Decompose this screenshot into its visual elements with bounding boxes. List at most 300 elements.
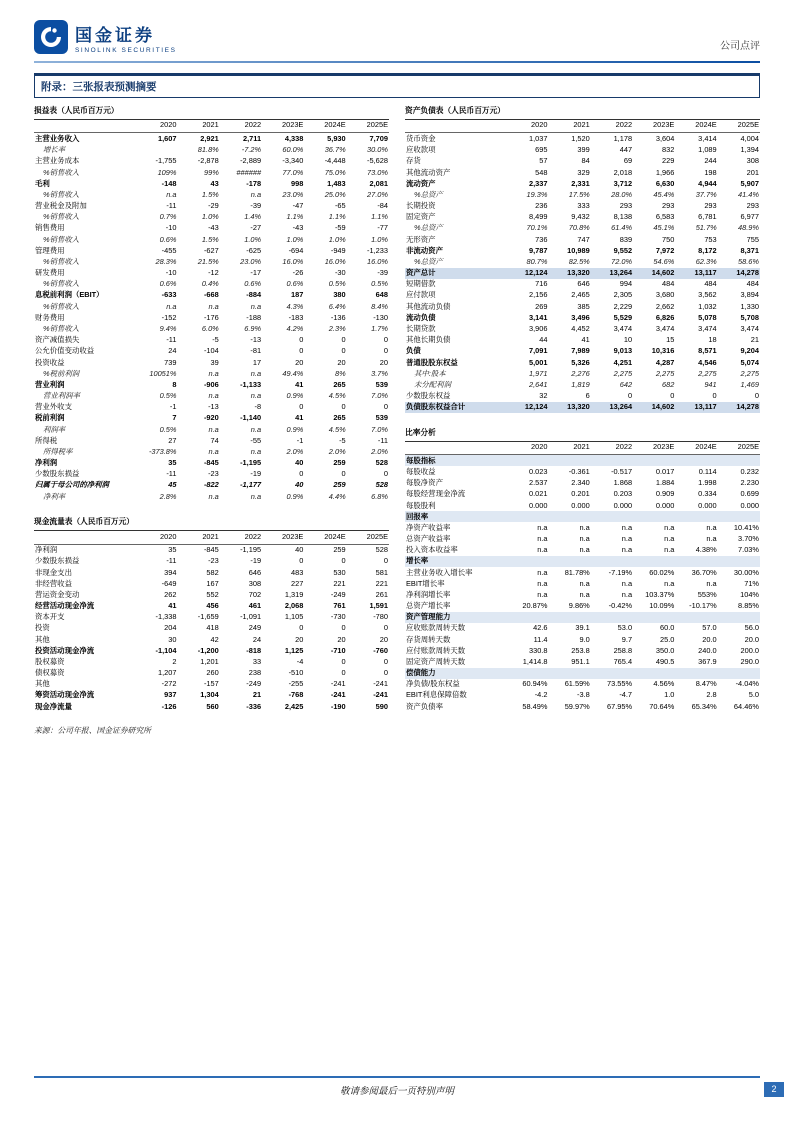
- table-row: [405, 223, 760, 234]
- cell-value: -1,195: [240, 545, 262, 555]
- table-row: [34, 212, 389, 223]
- cell-value: 4.38%: [695, 545, 717, 555]
- cell-value: 30.0%: [367, 145, 388, 155]
- cell-value: [718, 455, 760, 467]
- table-row: [405, 201, 760, 212]
- cell-value: -633: [161, 290, 177, 300]
- cell-value: 765.4: [613, 656, 633, 666]
- cell-value: -694: [288, 245, 304, 255]
- year-header: 2022: [591, 119, 633, 133]
- cell-value: -1,104: [155, 645, 177, 655]
- cell-value: 1.0: [664, 690, 675, 700]
- cell-value: 367.9: [698, 656, 717, 666]
- row-label: 应收账款周转天数: [406, 623, 466, 633]
- cell-value: 5,326: [571, 357, 590, 367]
- cell-value: 40: [295, 458, 304, 468]
- cell-value: 0: [299, 469, 304, 479]
- cell-value: 6,781: [698, 212, 717, 222]
- cell-value: 21: [750, 335, 759, 345]
- content-columns: [34, 104, 760, 736]
- cell-value: -126: [161, 701, 177, 711]
- cell-value: 0: [341, 346, 346, 356]
- cell-value: 0: [754, 391, 759, 401]
- cell-value: 8,138: [613, 212, 633, 222]
- table-row: [405, 145, 760, 156]
- sinolink-logo-icon: [34, 20, 68, 54]
- cell-value: 7: [172, 413, 177, 423]
- cell-value: n.a: [706, 578, 717, 588]
- row-label: 短期借款: [406, 279, 436, 289]
- cell-value: [548, 511, 590, 522]
- year-header: 2024E: [675, 119, 717, 133]
- table-row: [34, 145, 389, 156]
- cell-value: 1,105: [284, 612, 304, 622]
- cell-value: [633, 668, 675, 679]
- year-header: 2021: [548, 119, 590, 133]
- table-row: [405, 357, 760, 368]
- cell-value: 65.34%: [691, 701, 717, 711]
- cell-value: 23.0%: [240, 256, 262, 266]
- cell-value: 10051%: [149, 368, 177, 378]
- cell-value: 1,394: [740, 145, 759, 155]
- cell-value: 1,125: [284, 645, 304, 655]
- table-row: [34, 368, 389, 379]
- year-header: 2023E: [262, 531, 304, 545]
- table-title: 现金流量表（人民币百万元）: [34, 515, 389, 530]
- row-label: 负债: [406, 346, 421, 356]
- cell-value: 265: [333, 379, 346, 389]
- cell-value: n.a: [579, 589, 590, 599]
- cell-value: n.a: [579, 534, 590, 544]
- cell-value: 418: [206, 623, 219, 633]
- cell-value: 1,483: [327, 178, 346, 188]
- cell-value: 1.5%: [201, 189, 219, 199]
- year-header: 2020: [135, 119, 177, 133]
- cell-value: n.a: [621, 522, 633, 532]
- cell-value: 560: [206, 701, 219, 711]
- cell-value: 14,278: [736, 402, 759, 412]
- cell-value: n.a: [250, 491, 262, 501]
- brand-name-cn: 国金证券: [75, 25, 155, 45]
- cell-value: 994: [619, 279, 633, 289]
- table-row: [405, 189, 760, 200]
- table-row: [34, 301, 389, 312]
- cell-value: 0: [383, 469, 388, 479]
- cell-value: -11: [166, 556, 177, 566]
- cell-value: 41: [168, 601, 177, 611]
- page-number-badge: 2: [764, 1082, 784, 1097]
- cell-value: 258.8: [613, 645, 633, 655]
- year-header: 2025E: [718, 119, 760, 133]
- cell-value: 42.6: [533, 623, 548, 633]
- cell-value: -11: [166, 335, 177, 345]
- cell-value: 17.5%: [568, 189, 590, 199]
- cell-value: -23: [208, 469, 219, 479]
- cell-value: 3,680: [655, 290, 675, 300]
- cell-value: 16.0%: [367, 256, 388, 266]
- cell-value: 0.334: [698, 489, 717, 499]
- table-row: [405, 533, 760, 544]
- cell-value: 167: [206, 578, 219, 588]
- cell-value: [591, 612, 633, 623]
- cell-value: 1,319: [284, 589, 304, 599]
- table-row: [34, 133, 389, 145]
- table-row: [34, 656, 389, 667]
- row-label: EBIT增长率: [406, 578, 445, 588]
- cell-value: 0.000: [740, 500, 759, 510]
- cell-value: 13,264: [609, 268, 633, 278]
- cell-value: [675, 668, 717, 679]
- page-header: [34, 20, 760, 54]
- table-row: [405, 679, 760, 690]
- row-label: 流动资产: [406, 178, 436, 188]
- table-row: [405, 478, 760, 489]
- cell-value: -8: [254, 402, 262, 412]
- table-row: [405, 634, 760, 645]
- cell-value: 57.0: [702, 623, 717, 633]
- year-header: 2021: [548, 441, 590, 455]
- cell-value: [591, 668, 633, 679]
- cell-value: 333: [577, 201, 590, 211]
- year-header-row: [34, 531, 389, 545]
- cell-value: 0.017: [655, 467, 675, 476]
- cashflow-statement-section: [34, 515, 389, 712]
- cell-value: 2.340: [571, 478, 590, 488]
- cell-value: n.a: [537, 589, 548, 599]
- cell-value: 716: [535, 279, 548, 289]
- row-label: 净利率: [43, 491, 66, 501]
- cell-value: -17: [250, 268, 262, 278]
- table-row: [405, 133, 760, 145]
- row-label: 净利润: [35, 458, 58, 468]
- cell-value: [675, 511, 717, 522]
- cell-value: 265: [333, 413, 346, 423]
- cell-value: -30: [334, 268, 346, 278]
- cell-value: 4.5%: [328, 391, 346, 401]
- row-label: 净利润: [35, 545, 58, 555]
- cell-value: 260: [206, 668, 219, 678]
- row-label: 净负债/股东权益: [406, 679, 460, 689]
- row-label: 主营业务成本: [35, 156, 80, 166]
- row-label: 存货周转天数: [406, 634, 451, 644]
- row-label: 净资产收益率: [406, 522, 451, 532]
- cell-value: -148: [161, 178, 177, 188]
- row-label: 债权募资: [35, 668, 65, 678]
- cell-value: 0.000: [528, 500, 548, 510]
- table-row: [405, 545, 760, 556]
- cell-value: 0.699: [740, 489, 759, 499]
- cell-value: 528: [375, 458, 388, 468]
- cell-value: 99%: [203, 167, 219, 177]
- brand-text: [75, 21, 177, 54]
- cell-value: 81.8%: [197, 145, 219, 155]
- cell-value: 1.1%: [371, 212, 388, 222]
- cell-value: 6: [585, 391, 590, 401]
- cell-value: n.a: [250, 391, 262, 401]
- cell-value: 72.0%: [611, 256, 633, 266]
- year-header: 2020: [135, 531, 177, 545]
- table-row: [34, 457, 389, 468]
- cell-value: 53.0: [617, 623, 633, 633]
- table-row: [34, 424, 389, 435]
- cell-value: 2.537: [528, 478, 548, 488]
- cell-value: 1,032: [698, 301, 717, 311]
- cell-value: 750: [662, 234, 675, 244]
- cell-value: 6.9%: [244, 323, 262, 333]
- cell-value: 528: [375, 480, 388, 490]
- table-row: [405, 379, 760, 390]
- cell-value: [506, 455, 548, 467]
- cell-value: 4,004: [740, 134, 759, 144]
- cell-value: -4.2: [534, 690, 548, 700]
- cell-value: 9.4%: [159, 323, 177, 333]
- cell-value: 21: [252, 690, 262, 700]
- cell-value: 1.868: [613, 478, 633, 488]
- row-label: 资产减值损失: [35, 335, 80, 345]
- cell-value: [506, 668, 548, 679]
- row-label: %总资产: [414, 256, 443, 266]
- cell-value: 238: [248, 668, 262, 678]
- table-row: [405, 522, 760, 533]
- cell-value: -730: [330, 612, 346, 622]
- table-row: [34, 156, 389, 167]
- row-label: 所得税率: [43, 446, 73, 456]
- cell-value: [633, 511, 675, 522]
- table-row: [405, 256, 760, 267]
- cell-value: 695: [535, 145, 548, 155]
- cell-value: -26: [292, 268, 304, 278]
- cell-value: 7.03%: [738, 545, 759, 555]
- cell-value: 0: [383, 402, 388, 412]
- cell-value: -104: [203, 346, 219, 356]
- cell-value: 484: [704, 279, 717, 289]
- cell-value: 54.6%: [653, 256, 675, 266]
- cell-value: [548, 556, 590, 567]
- cell-value: 739: [164, 357, 177, 367]
- cell-value: 1,819: [571, 379, 590, 389]
- cell-value: 2.0%: [286, 446, 304, 456]
- cell-value: 552: [206, 589, 219, 599]
- row-label: 存货: [406, 156, 421, 166]
- cell-value: -19: [250, 469, 262, 479]
- cell-value: n.a: [664, 578, 675, 588]
- row-label: 回报率: [406, 511, 429, 521]
- cell-value: -10.17%: [689, 601, 717, 611]
- cell-value: -780: [373, 612, 388, 622]
- year-header: 2022: [591, 441, 633, 455]
- cell-value: 0: [299, 402, 304, 412]
- cell-value: 14,278: [736, 268, 759, 278]
- cell-value: n.a: [250, 301, 262, 311]
- cell-value: 45: [168, 480, 177, 490]
- cell-value: -12: [208, 268, 219, 278]
- cell-value: -0.517: [611, 467, 633, 476]
- table-row: [34, 578, 389, 589]
- table-row: [405, 268, 760, 279]
- cell-value: 61.4%: [611, 223, 633, 233]
- cell-value: -1,140: [240, 413, 262, 423]
- row-label: %销售收入: [43, 301, 80, 311]
- cell-value: 20: [379, 634, 388, 644]
- cell-value: -183: [288, 312, 304, 322]
- footer-inner: [34, 1083, 777, 1099]
- cell-value: 5,078: [698, 312, 717, 322]
- cell-value: 8,371: [740, 245, 759, 255]
- cell-value: 74: [210, 435, 219, 445]
- cell-value: 3,141: [528, 312, 548, 322]
- table-row: [405, 455, 760, 467]
- cell-value: 0: [383, 556, 388, 566]
- table-row: [34, 357, 389, 368]
- table-row: [34, 201, 389, 212]
- footer-divider: [34, 1076, 760, 1078]
- cell-value: 0.5%: [159, 391, 177, 401]
- cell-value: 2,276: [571, 368, 590, 378]
- cell-value: 4,546: [698, 357, 717, 367]
- row-label: 投资: [35, 623, 50, 633]
- cell-value: 1.7%: [371, 323, 388, 333]
- cell-value: 84: [581, 156, 590, 166]
- table-row: [405, 212, 760, 223]
- cell-value: -4: [296, 656, 304, 666]
- cell-value: 20: [337, 357, 346, 367]
- cell-value: 0.4%: [201, 279, 219, 289]
- row-label: 无形资产: [406, 234, 436, 244]
- row-label: 普通股股东权益: [406, 357, 458, 367]
- cell-value: -3,340: [282, 156, 304, 166]
- cell-value: 1.0%: [244, 234, 262, 244]
- cell-value: -884: [246, 290, 262, 300]
- table-row: [34, 268, 389, 279]
- row-label: %总资产: [414, 223, 443, 233]
- cell-value: 5,907: [740, 178, 759, 188]
- cell-value: [633, 556, 675, 567]
- row-label: 每股经营现金净流: [406, 489, 466, 499]
- cell-value: 262: [164, 589, 177, 599]
- cell-value: n.a: [166, 189, 177, 199]
- page-footer: [34, 1076, 777, 1099]
- cell-value: 8%: [334, 368, 346, 378]
- cell-value: -1: [296, 435, 304, 445]
- cell-value: 20: [379, 357, 388, 367]
- row-label: 净利润增长率: [406, 589, 451, 599]
- row-label: 每股指标: [406, 455, 436, 465]
- table-row: [405, 567, 760, 578]
- cell-value: 10.41%: [733, 522, 759, 532]
- cell-value: [633, 455, 675, 467]
- cell-value: 37.7%: [695, 189, 717, 199]
- cell-value: [548, 668, 590, 679]
- table-row: [34, 189, 389, 200]
- cell-value: n.a: [208, 301, 219, 311]
- row-label: 非流动资产: [406, 245, 443, 255]
- cell-value: -1,659: [197, 612, 219, 622]
- table-row: [34, 589, 389, 600]
- cell-value: 3.70%: [738, 534, 759, 544]
- cell-value: -5,628: [367, 156, 388, 166]
- cell-value: 4,452: [571, 323, 590, 333]
- row-label: 其他长期负债: [406, 335, 451, 345]
- year-header: 2025E: [347, 119, 389, 133]
- cell-value: n.a: [208, 491, 219, 501]
- row-label: 非现金支出: [35, 567, 72, 577]
- cell-value: 1.884: [655, 478, 675, 488]
- cell-value: 0.7%: [159, 212, 177, 222]
- cell-value: 9,787: [528, 245, 548, 255]
- cell-value: 0.6%: [244, 279, 262, 289]
- row-label: %销售收入: [43, 323, 80, 333]
- cell-value: n.a: [250, 368, 262, 378]
- cell-value: 839: [619, 234, 633, 244]
- cell-value: -4.04%: [735, 679, 759, 689]
- cell-value: 14,602: [651, 402, 675, 412]
- cell-value: 0: [383, 668, 388, 678]
- cell-value: 0.6%: [159, 279, 177, 289]
- table-row: [34, 623, 389, 634]
- cell-value: 227: [291, 578, 304, 588]
- cell-value: 5,529: [613, 312, 633, 322]
- cell-value: 293: [662, 201, 675, 211]
- table-row: [405, 335, 760, 346]
- table-row: [34, 668, 389, 679]
- cell-value: 15: [666, 335, 675, 345]
- cell-value: 6,977: [740, 212, 759, 222]
- cell-value: n.a: [537, 534, 548, 544]
- cell-value: 3,906: [528, 323, 548, 333]
- cell-value: 1,207: [157, 668, 177, 678]
- cell-value: 1,304: [200, 690, 219, 700]
- cell-value: 57: [539, 156, 548, 166]
- cell-value: 3,562: [698, 290, 717, 300]
- table-row: [34, 279, 389, 290]
- row-label: 货币资金: [406, 134, 436, 144]
- row-label: 资产总计: [406, 268, 436, 278]
- cell-value: [675, 612, 717, 623]
- cell-value: 0: [341, 656, 346, 666]
- year-header: 2020: [506, 119, 548, 133]
- cell-value: 198: [704, 167, 717, 177]
- table-row: [34, 402, 389, 413]
- cell-value: 6.0%: [201, 323, 219, 333]
- cell-value: 2.0%: [328, 446, 346, 456]
- cell-value: 0.203: [613, 489, 633, 499]
- cell-value: n.a: [537, 522, 548, 532]
- cell-value: 249: [248, 623, 262, 633]
- cell-value: 747: [577, 234, 590, 244]
- cell-value: 3,474: [698, 323, 717, 333]
- cell-value: 12,124: [524, 402, 548, 412]
- cell-value: 293: [619, 201, 633, 211]
- cell-value: -77: [377, 223, 388, 233]
- cell-value: -81: [250, 346, 262, 356]
- table-row: [405, 600, 760, 611]
- cashflow-table: [34, 515, 389, 712]
- cell-value: 2,331: [571, 178, 590, 188]
- cell-value: 2,275: [740, 368, 759, 378]
- cell-value: 0: [341, 623, 346, 633]
- table-row: [405, 668, 760, 679]
- cell-value: -29: [208, 201, 219, 211]
- cell-value: 682: [662, 379, 675, 389]
- cell-value: 1,089: [698, 145, 717, 155]
- cell-value: 3,474: [740, 323, 759, 333]
- row-label: 总资产收益率: [406, 534, 451, 544]
- table-row: [405, 645, 760, 656]
- cell-value: [135, 145, 177, 156]
- cell-value: 329: [577, 167, 590, 177]
- cell-value: 0.909: [655, 489, 675, 499]
- cell-value: 27.0%: [367, 189, 388, 199]
